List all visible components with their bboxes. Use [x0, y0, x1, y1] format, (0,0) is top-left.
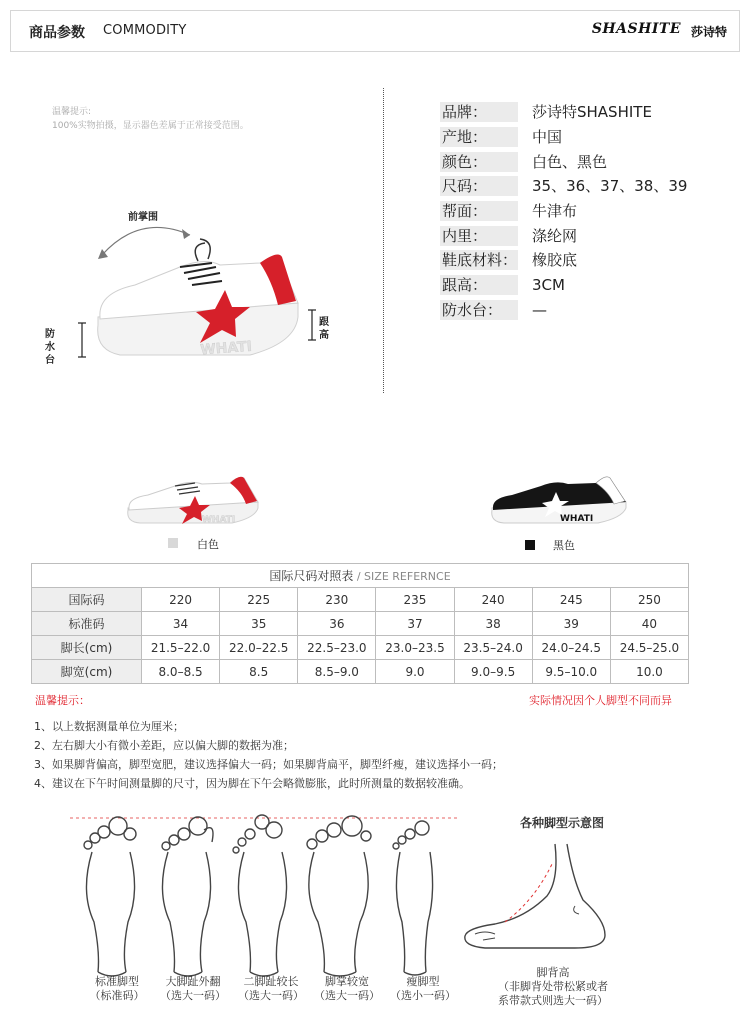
black-color-label: 黑色	[553, 539, 575, 552]
spec-value: 中国	[532, 128, 563, 146]
white-color-label: 白色	[197, 538, 219, 551]
table-cell: 22.0–22.5	[220, 636, 298, 660]
spec-row-heel	[440, 275, 740, 297]
table-cell: 24.5–25.0	[610, 636, 688, 660]
spec-value: —	[532, 301, 547, 319]
spec-row-color	[440, 152, 740, 174]
spec-label: 防水台：	[440, 300, 518, 320]
warning-label: 温馨提示：	[35, 694, 90, 707]
spec-row-size	[440, 176, 740, 198]
row-header: 脚宽(cm)	[32, 660, 142, 684]
row-header: 国际码	[32, 588, 142, 612]
spec-row-origin	[440, 127, 740, 149]
table-cell: 34	[142, 612, 220, 636]
spec-row-upper	[440, 201, 740, 223]
table-cell: 36	[298, 612, 376, 636]
spec-value: 35、36、37、38、39	[532, 177, 688, 195]
table-cell: 23.0–23.5	[376, 636, 454, 660]
note-item: 4、建议在下午时间测量脚的尺寸，因为脚在下午会略微膨胀，此时所测量的数据较准确。	[34, 777, 470, 790]
spec-label: 产地：	[440, 127, 518, 147]
brand-name-cn: 莎诗特	[690, 25, 727, 39]
table-cell: 9.5–10.0	[532, 660, 610, 684]
size-table	[31, 563, 689, 684]
table-cell: 39	[532, 612, 610, 636]
white-shoe-image	[120, 468, 270, 530]
size-table-title-en: / SIZE REFERNCE	[353, 570, 451, 583]
table-row	[32, 612, 689, 636]
foot-types-title: 各种脚型示意图	[520, 816, 605, 830]
spec-label: 内里：	[440, 226, 518, 246]
table-cell: 245	[532, 588, 610, 612]
table-cell: 10.0	[610, 660, 688, 684]
sole-print: WHATI	[560, 514, 594, 524]
table-cell: 9.0	[376, 660, 454, 684]
row-header: 脚长(cm)	[32, 636, 142, 660]
table-cell: 35	[220, 612, 298, 636]
heel-height-label: 跟 高	[319, 317, 329, 341]
table-cell: 230	[298, 588, 376, 612]
brand-logo: SHASHITE	[591, 21, 681, 37]
table-cell: 23.5–24.0	[454, 636, 532, 660]
tip-title: 温馨提示:	[52, 107, 92, 117]
table-cell: 8.0–8.5	[142, 660, 220, 684]
foot-type-standard: 标准脚型 （标准码）	[89, 975, 145, 1002]
foot-type-long-second-toe: 二脚趾较长 （选大一码）	[238, 975, 304, 1002]
tip-text: 100%实物拍摄，显示器色差属于正常接受范围。	[52, 121, 249, 131]
spec-label: 鞋底材料：	[442, 251, 518, 269]
header-title-en: COMMODITY	[103, 23, 187, 38]
note-item: 1、以上数据测量单位为厘米；	[34, 720, 184, 733]
table-row	[32, 588, 689, 612]
white-swatch	[168, 538, 178, 548]
table-cell: 225	[220, 588, 298, 612]
table-cell: 8.5	[220, 660, 298, 684]
warning-note: 实际情况因个人脚型不同而异	[529, 694, 672, 707]
sole-print: WHATI	[202, 515, 236, 525]
size-table-title	[32, 564, 689, 588]
foot-type-wide: 脚掌较宽 （选大一码）	[314, 975, 380, 1002]
sole-print: WHATI	[199, 338, 253, 359]
black-swatch	[525, 540, 535, 550]
table-row	[32, 636, 689, 660]
table-cell: 240	[454, 588, 532, 612]
black-shoe-image	[486, 470, 636, 530]
spec-label: 颜色：	[440, 152, 518, 172]
header-title-cn: 商品参数	[29, 25, 85, 41]
spec-row-lining	[440, 226, 740, 248]
spec-label: 帮面：	[440, 201, 518, 221]
foot-type-slim: 瘦脚型 （选小一码）	[390, 975, 456, 1002]
spec-row-platform	[440, 300, 740, 322]
row-header: 标准码	[32, 612, 142, 636]
note-item: 2、左右脚大小有微小差距，应以偏大脚的数据为准；	[34, 739, 294, 752]
table-cell: 24.0–24.5	[532, 636, 610, 660]
foot-types-illustration	[70, 812, 460, 982]
shoe-side-diagram	[40, 205, 340, 385]
table-cell: 8.5–9.0	[298, 660, 376, 684]
foot-type-high-instep: 脚背高 （非脚背处带松紧或者 系带款式则选大一码）	[498, 966, 608, 1007]
spec-label: 跟高：	[440, 275, 518, 295]
forefoot-label: 前掌围	[128, 212, 158, 223]
spec-value: 3CM	[532, 276, 565, 294]
note-item: 3、如果脚背偏高，脚型宽肥，建议选择偏大一码；如果脚背扁平，脚型纤瘦，建议选择小一码；	[34, 758, 503, 771]
foot-type-bunion: 大脚趾外翻 （选大一码）	[160, 975, 226, 1002]
page-header	[10, 10, 740, 52]
dotted-divider	[383, 88, 384, 393]
table-cell: 235	[376, 588, 454, 612]
instep-illustration	[455, 840, 645, 960]
table-row	[32, 660, 689, 684]
table-cell: 40	[610, 612, 688, 636]
size-table-title-cn: 国际尺码对照表	[269, 569, 354, 583]
spec-row-sole	[440, 250, 740, 272]
spec-label: 品牌：	[440, 102, 518, 122]
table-cell: 250	[610, 588, 688, 612]
spec-label: 尺码：	[440, 176, 518, 196]
table-cell: 21.5–22.0	[142, 636, 220, 660]
spec-value: 橡胶底	[532, 251, 578, 269]
spec-value: 涤纶网	[532, 227, 578, 245]
spec-value: 莎诗特SHASHITE	[532, 103, 652, 121]
table-cell: 38	[454, 612, 532, 636]
table-cell: 22.5–23.0	[298, 636, 376, 660]
spec-value: 白色、黑色	[532, 153, 608, 171]
table-cell: 9.0–9.5	[454, 660, 532, 684]
spec-row-brand	[440, 102, 740, 124]
spec-value: 牛津布	[532, 202, 578, 220]
table-cell: 37	[376, 612, 454, 636]
table-cell: 220	[142, 588, 220, 612]
platform-label: 防 水 台	[45, 329, 55, 366]
